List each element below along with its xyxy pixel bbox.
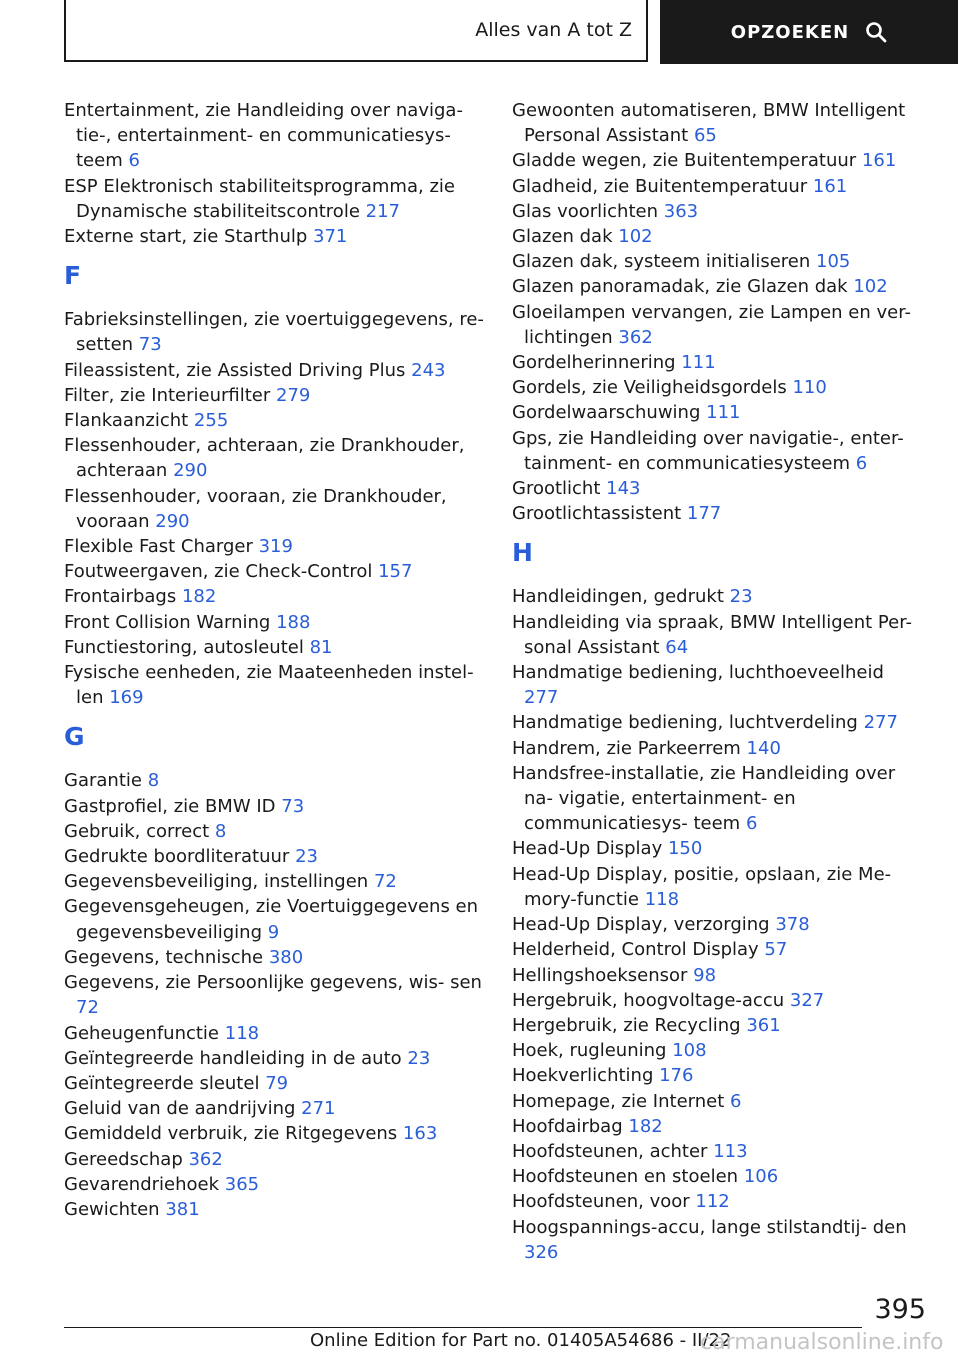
index-entry	[512, 1114, 912, 1139]
index-entry	[64, 383, 484, 408]
page-link[interactable]: 362	[188, 1148, 223, 1170]
index-column-right	[512, 98, 912, 1265]
entry-text: Functiestoring, autosleutel	[64, 636, 304, 658]
section-letter: G	[64, 722, 85, 752]
entry-text: ESP Elektronisch stabiliteitsprogramma, zie Dynamische stabiliteitscontrole	[64, 175, 455, 222]
search-label: OPZOEKEN	[730, 21, 850, 43]
entry-text: Flessenhouder, achteraan, zie Drankhouder, achteraan	[64, 435, 465, 482]
page-link[interactable]: 157	[378, 561, 413, 583]
tab-alles-van-a-tot-z[interactable]	[64, 0, 648, 62]
entry-text: Gemiddeld verbruik, zie Ritgegevens	[64, 1123, 398, 1145]
entry-text: Head-Up Display	[512, 838, 663, 860]
entry-text: Handleiding via spraak, BMW Intelligent Per- sonal Assistant	[512, 611, 912, 658]
index-entry	[64, 660, 484, 710]
index-entry	[64, 584, 484, 609]
entry-text: Gordels, zie Veiligheidsgordels	[512, 377, 787, 399]
index-entry	[64, 1071, 484, 1096]
entry-text: Geïntegreerde handleiding in de auto	[64, 1047, 402, 1069]
page-link[interactable]: 255	[193, 410, 229, 432]
page-link[interactable]: 23	[729, 586, 753, 608]
entry-text: Hergebruik, hoogvoltage-accu	[512, 989, 785, 1011]
index-entry	[512, 174, 912, 199]
index-entry	[64, 1046, 484, 1071]
entry-text: Gladde wegen, zie Buitentemperatuur	[512, 150, 857, 172]
index-entry	[512, 1089, 912, 1114]
index-entry	[64, 98, 484, 174]
index-entry	[64, 559, 484, 584]
entry-text: Gebruik, correct	[64, 820, 210, 842]
page-link[interactable]: 279	[276, 384, 311, 406]
index-entry	[64, 768, 484, 793]
page-link[interactable]: 163	[402, 1123, 438, 1145]
index-entry	[512, 300, 912, 350]
page-link[interactable]: 102	[853, 276, 888, 298]
entry-text: Hoekverlichting	[512, 1065, 654, 1087]
page-link[interactable]: 105	[816, 251, 851, 273]
page-link[interactable]: 6	[855, 452, 868, 474]
tab-label: Alles van A tot Z	[475, 19, 632, 41]
page-link[interactable]: 6	[730, 1090, 742, 1112]
index-entry	[64, 484, 484, 534]
page-link[interactable]: 380	[268, 946, 304, 968]
page-link[interactable]: 111	[681, 352, 716, 374]
index-entry	[512, 1013, 912, 1038]
page-link[interactable]: 277	[863, 712, 898, 734]
page-link[interactable]: 8	[147, 770, 160, 792]
entry-text: Geïntegreerde sleutel	[64, 1072, 260, 1094]
entry-text: Geheugenfunctie	[64, 1022, 220, 1044]
index-entry	[512, 710, 912, 735]
page-link[interactable]: 365	[224, 1173, 260, 1195]
entry-text: Filter, zie Interieurfilter	[64, 384, 271, 406]
page-link[interactable]: 111	[706, 402, 741, 424]
page-link[interactable]: 64	[665, 636, 689, 658]
watermark: carmanualsonline.info	[700, 1330, 944, 1355]
index-entry	[512, 375, 912, 400]
entry-text: Hoofdsteunen en stoelen	[512, 1166, 739, 1188]
page-link[interactable]: 277	[524, 687, 559, 709]
page-link[interactable]: 362	[618, 326, 653, 348]
index-entry	[512, 1164, 912, 1189]
entry-text: Glazen dak, systeem initialiseren	[512, 251, 811, 273]
page-link[interactable]: 79	[265, 1072, 289, 1094]
page-link[interactable]: 326	[524, 1241, 559, 1263]
entry-text: Fysische eenheden, zie Maateenheden instel- len	[64, 662, 474, 709]
entry-text: Gegevensgeheugen, zie Voertuiggegevens en gegevensbeveiliging	[64, 896, 479, 943]
entry-text: Gevarendriehoek	[64, 1173, 220, 1195]
index-column-left	[64, 98, 484, 1222]
entry-text: Glazen panoramadak, zie Glazen dak	[512, 276, 848, 298]
index-entry	[64, 635, 484, 660]
entry-text: Fabrieksinstellingen, zie voertuiggegevens, re- setten	[64, 309, 484, 356]
page-link[interactable]: 169	[109, 687, 144, 709]
page-link[interactable]: 102	[618, 226, 653, 248]
page-link[interactable]: 72	[373, 871, 397, 893]
entry-text: Gegevensbeveiliging, instellingen	[64, 871, 369, 893]
entry-text: Hergebruik, zie Recycling	[512, 1014, 741, 1036]
index-entry	[64, 224, 484, 249]
index-entry	[64, 894, 484, 944]
index-entry	[64, 794, 484, 819]
entry-text: Gewichten	[64, 1198, 160, 1220]
page-link[interactable]: 108	[672, 1040, 707, 1062]
index-entry	[512, 836, 912, 861]
entry-text: Hoek, rugleuning	[512, 1040, 667, 1062]
page-link[interactable]: 98	[693, 964, 717, 986]
page-link[interactable]: 8	[214, 820, 227, 842]
index-entry	[512, 98, 912, 148]
entry-text: Geluid van de aandrijving	[64, 1098, 296, 1120]
entry-text: Gordelherinnering	[512, 352, 676, 374]
page-link[interactable]: 23	[407, 1047, 431, 1069]
page-link[interactable]: 176	[659, 1065, 694, 1087]
page-link[interactable]: 9	[267, 921, 280, 943]
entry-text: Handrem, zie Parkeerrem	[512, 737, 741, 759]
entry-text: Fileassistent, zie Assisted Driving Plus	[64, 359, 406, 381]
entry-text: Gereedschap	[64, 1148, 183, 1170]
page-link[interactable]: 378	[775, 914, 810, 936]
page-link[interactable]: 177	[686, 503, 722, 525]
entry-text: Hoofdsteunen, voor	[512, 1191, 690, 1213]
entry-text: Hellingshoeksensor	[512, 964, 688, 986]
entry-text: Hoofdsteunen, achter	[512, 1140, 708, 1162]
entry-text: Handmatige bediening, luchtverdeling	[512, 712, 858, 734]
page-link[interactable]: 161	[812, 175, 848, 197]
index-entry	[64, 358, 484, 383]
entry-text: Homepage, zie Internet	[512, 1090, 725, 1112]
page-link[interactable]: 143	[606, 478, 641, 500]
entry-text: Foutweergaven, zie Check-Control	[64, 561, 373, 583]
index-entry	[512, 862, 912, 912]
entry-text: Glazen dak	[512, 226, 613, 248]
page-link[interactable]: 118	[224, 1022, 260, 1044]
entry-text: Gastprofiel, zie BMW ID	[64, 795, 276, 817]
page-link[interactable]: 290	[173, 460, 208, 482]
entry-text: Flexible Fast Charger	[64, 536, 253, 558]
header-tabs	[64, 0, 958, 66]
page-link[interactable]: 371	[313, 226, 348, 248]
index-entry	[512, 584, 912, 609]
index-entry	[512, 1063, 912, 1088]
index-entry	[512, 400, 912, 425]
index-entry	[64, 534, 484, 559]
page-link[interactable]: 23	[295, 846, 318, 868]
page-link[interactable]: 290	[155, 510, 190, 532]
page-link[interactable]: 182	[628, 1115, 663, 1137]
index-entry	[512, 988, 912, 1013]
page-link[interactable]: 188	[276, 611, 311, 633]
index-entry	[512, 350, 912, 375]
page-link[interactable]: 118	[644, 888, 680, 910]
page-link[interactable]: 106	[743, 1166, 779, 1188]
index-entry	[512, 148, 912, 173]
index-entry	[512, 736, 912, 761]
index-entry	[512, 199, 912, 224]
entry-text: Hoofdairbag	[512, 1115, 623, 1137]
page-link[interactable]: 140	[746, 737, 781, 759]
entry-text: Gedrukte boordliteratuur	[64, 846, 290, 868]
index-entry	[64, 970, 484, 1020]
entry-text: Front Collision Warning	[64, 611, 271, 633]
footer-divider	[64, 1327, 862, 1328]
page-link[interactable]: 73	[138, 334, 162, 356]
entry-text: Handsfree-installatie, zie Handleiding over na- vigatie, entertainment- en communicatiesys- teem	[512, 762, 896, 835]
index-entry	[512, 1038, 912, 1063]
entry-text: Entertainment, zie Handleiding over naviga- tie-, entertainment- en communicatiesys- teem	[64, 100, 463, 172]
entry-text: Gordelwaarschuwing	[512, 402, 701, 424]
page-link[interactable]: 150	[667, 838, 703, 860]
index-entry	[512, 610, 912, 660]
page-link[interactable]: 112	[695, 1191, 730, 1213]
page-link[interactable]: 319	[258, 536, 293, 558]
index-entry	[64, 1147, 484, 1172]
section-letter: H	[512, 538, 533, 568]
entry-text: Handmatige bediening, luchthoeveelheid	[512, 662, 884, 684]
page-link[interactable]: 57	[764, 939, 788, 961]
index-entry	[512, 963, 912, 988]
index-entry	[512, 761, 912, 837]
index-entry	[512, 274, 912, 299]
page-link[interactable]: 6	[745, 813, 758, 835]
entry-text: Flankaanzicht	[64, 410, 189, 432]
index-entry	[512, 501, 912, 526]
index-entry	[64, 819, 484, 844]
edition-text: Online Edition for Part no. 01405A54686 - II/22	[310, 1330, 732, 1351]
entry-text: Gegevens, technische	[64, 946, 264, 968]
entry-text: Gloeilampen vervangen, zie Lampen en ver- lichtingen	[512, 301, 911, 348]
index-entry	[512, 224, 912, 249]
page-number: 395	[874, 1294, 926, 1325]
page-link[interactable]: 182	[181, 586, 217, 608]
index-entry	[64, 174, 484, 224]
page-link[interactable]: 73	[281, 795, 305, 817]
page-link[interactable]: 81	[309, 636, 333, 658]
entry-text: Grootlicht	[512, 478, 601, 500]
index-entry	[64, 1172, 484, 1197]
section-letter: F	[64, 261, 82, 291]
index-entry	[64, 610, 484, 635]
index-entry	[512, 1139, 912, 1164]
entry-text: Head-Up Display, verzorging	[512, 914, 770, 936]
page-link[interactable]: 6	[128, 150, 140, 172]
index-entry	[512, 660, 912, 710]
page-link[interactable]: 217	[365, 200, 400, 222]
index-entry	[512, 1215, 912, 1265]
index-entry	[64, 1021, 484, 1046]
page-link[interactable]: 381	[165, 1198, 200, 1220]
search-icon	[865, 21, 887, 43]
page-link[interactable]: 161	[861, 150, 897, 172]
index-entry	[512, 1189, 912, 1214]
entry-text: Gladheid, zie Buitentemperatuur	[512, 175, 808, 197]
entry-text: Handleidingen, gedrukt	[512, 586, 724, 608]
index-entry	[64, 1121, 484, 1146]
index-entry	[64, 869, 484, 894]
page-link[interactable]: 65	[693, 125, 717, 147]
index-entry	[64, 433, 484, 483]
index-entry	[512, 426, 912, 476]
page-link[interactable]: 113	[713, 1140, 748, 1162]
entry-text: Gewoonten automatiseren, BMW Intelligent Personal Assistant	[512, 100, 906, 147]
entry-text: Frontairbags	[64, 586, 177, 608]
page-link[interactable]: 110	[792, 377, 827, 399]
index-entry	[64, 1096, 484, 1121]
index-entry	[64, 945, 484, 970]
page-link[interactable]: 72	[76, 997, 99, 1019]
entry-text: Externe start, zie Starthulp	[64, 226, 308, 248]
entry-text: Glas voorlichten	[512, 200, 659, 222]
index-entry	[512, 937, 912, 962]
page-link[interactable]: 243	[411, 359, 446, 381]
index-entry	[512, 476, 912, 501]
entry-text: Garantie	[64, 770, 142, 792]
page-link[interactable]: 363	[663, 200, 699, 222]
entry-text: Flessenhouder, vooraan, zie Drankhouder, vooraan	[64, 485, 447, 532]
index-entry	[512, 912, 912, 937]
entry-text: Helderheid, Control Display	[512, 939, 759, 961]
page-link[interactable]: 271	[301, 1098, 336, 1120]
entry-text: Gegevens, zie Persoonlijke gegevens, wis- sen	[64, 972, 482, 994]
index-entry	[64, 1197, 484, 1222]
index-entry	[512, 249, 912, 274]
index-entry	[64, 408, 484, 433]
index-entry	[64, 307, 484, 357]
entry-text: Gps, zie Handleiding over navigatie-, enter- tainment- en communicatiesysteem	[512, 427, 904, 474]
page-link[interactable]: 327	[789, 989, 825, 1011]
search-button[interactable]	[660, 0, 958, 64]
page-link[interactable]: 361	[746, 1014, 781, 1036]
index-entry	[64, 844, 484, 869]
entry-text: Hoogspannings-accu, lange stilstandtij- den	[512, 1216, 907, 1238]
entry-text: Head-Up Display, positie, opslaan, zie Me- mory-functie	[512, 863, 892, 910]
entry-text: Grootlichtassistent	[512, 503, 682, 525]
